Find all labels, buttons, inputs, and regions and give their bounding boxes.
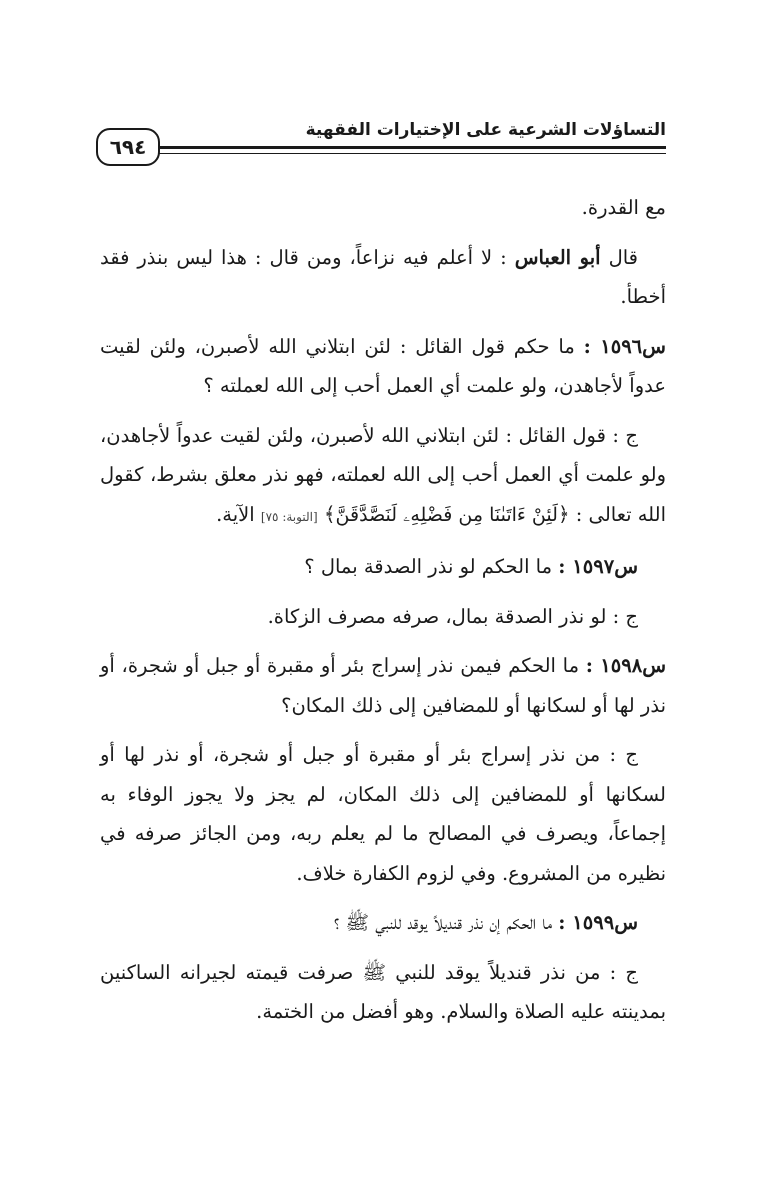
question-number: س١٥٩٨ : [585,654,666,677]
page-body [100,188,666,1042]
answer-text: ج : من نذر إسراج بئر أو مقبرة أو جبل أو شجرة، أو نذر لها أو لسكانها أو للمضافين إلى ذلك المكان، لم يجز ولا يجوز الوفاء به إجماعاً، ويصرف في المصالح ما لم يعلم ربه، ومن الجائز صرفه في نظيره من المشروع. وفي لزوم الكفارة خلاف. [100,743,666,885]
answer-1596 [100,416,666,538]
answer-1598 [100,735,666,893]
verse-reference: [التوبة: ٧٥] [260,509,318,524]
question-text: ما الحكم فيمن نذر إسراج بئر أو مقبرة أو جبل أو شجرة، أو نذر لها أو لسكانها أو للمضافين إلى ذلك المكان؟ [100,654,666,717]
page-number: ٦٩٤ [96,128,160,166]
running-title: التساؤلات الشرعية على الإختيارات الفقهية [305,120,666,140]
question-1598 [100,646,666,725]
answer-1597 [100,597,666,637]
paragraph-text: : لا أعلم فيه نزاعاً، ومن قال : هذا ليس بنذر فقد أخطأ. [100,245,666,308]
page-header [100,118,666,158]
question-number: س١٥٩٧ : [558,555,638,578]
paragraph-lead: قال [600,245,638,269]
answer-tail: الآية. [216,502,261,526]
question-1596 [100,327,666,406]
question-text: ما الحكم إن نذر قنديلاً يوقد للنبي ﷺ ؟ [333,911,559,934]
answer-text: ج : لو نذر الصدقة بمال، صرفه مصرف الزكاة. [267,604,638,628]
answer-text: ج : قول القائل : لئن ابتلاني الله لأصبرن، ولئن لقيت عدواً لأجاهدن، ولو علمت أي العمل أحب إلى الله لعملته، فهو نذر معلق بشرط، كقول الله تعالى : [100,423,666,526]
answer-text: ج : من نذر قنديلاً يوقد للنبي ﷺ صرفت قيمته لجيرانه الساكنين بمدينته عليه الصلاة والسلام. وهو أفضل من الختمة. [100,960,666,1023]
question-text: ما الحكم لو نذر الصدقة بمال ؟ [304,555,559,578]
header-rule-thick [100,146,666,149]
question-1599 [100,903,666,943]
question-number: س١٥٩٩ : [558,911,638,934]
question-text: ما حكم قول القائل : لئن ابتلاني الله لأصبرن، ولئن لقيت عدواً لأجاهدن، ولو علمت أي العمل أحب إلى الله لعملته ؟ [100,334,666,397]
scholar-name: أبو العباس [514,245,601,269]
answer-1599 [100,953,666,1032]
quran-close-bracket: ﴾ [323,501,336,526]
quran-open-bracket: ﴿ [557,501,570,526]
question-number: س١٥٩٦ : [583,334,666,358]
header-rule-thin [100,153,666,154]
paragraph-abu-alabbas [100,238,666,317]
paragraph-text: مع القدرة. [581,196,666,219]
paragraph-continuation [100,188,666,228]
quran-verse: لَئِنْ ءَاتَىٰنَا مِن فَضْلِهِۦ لَنَصَّدَّقَنَّ [335,503,558,526]
question-1597 [100,547,666,587]
